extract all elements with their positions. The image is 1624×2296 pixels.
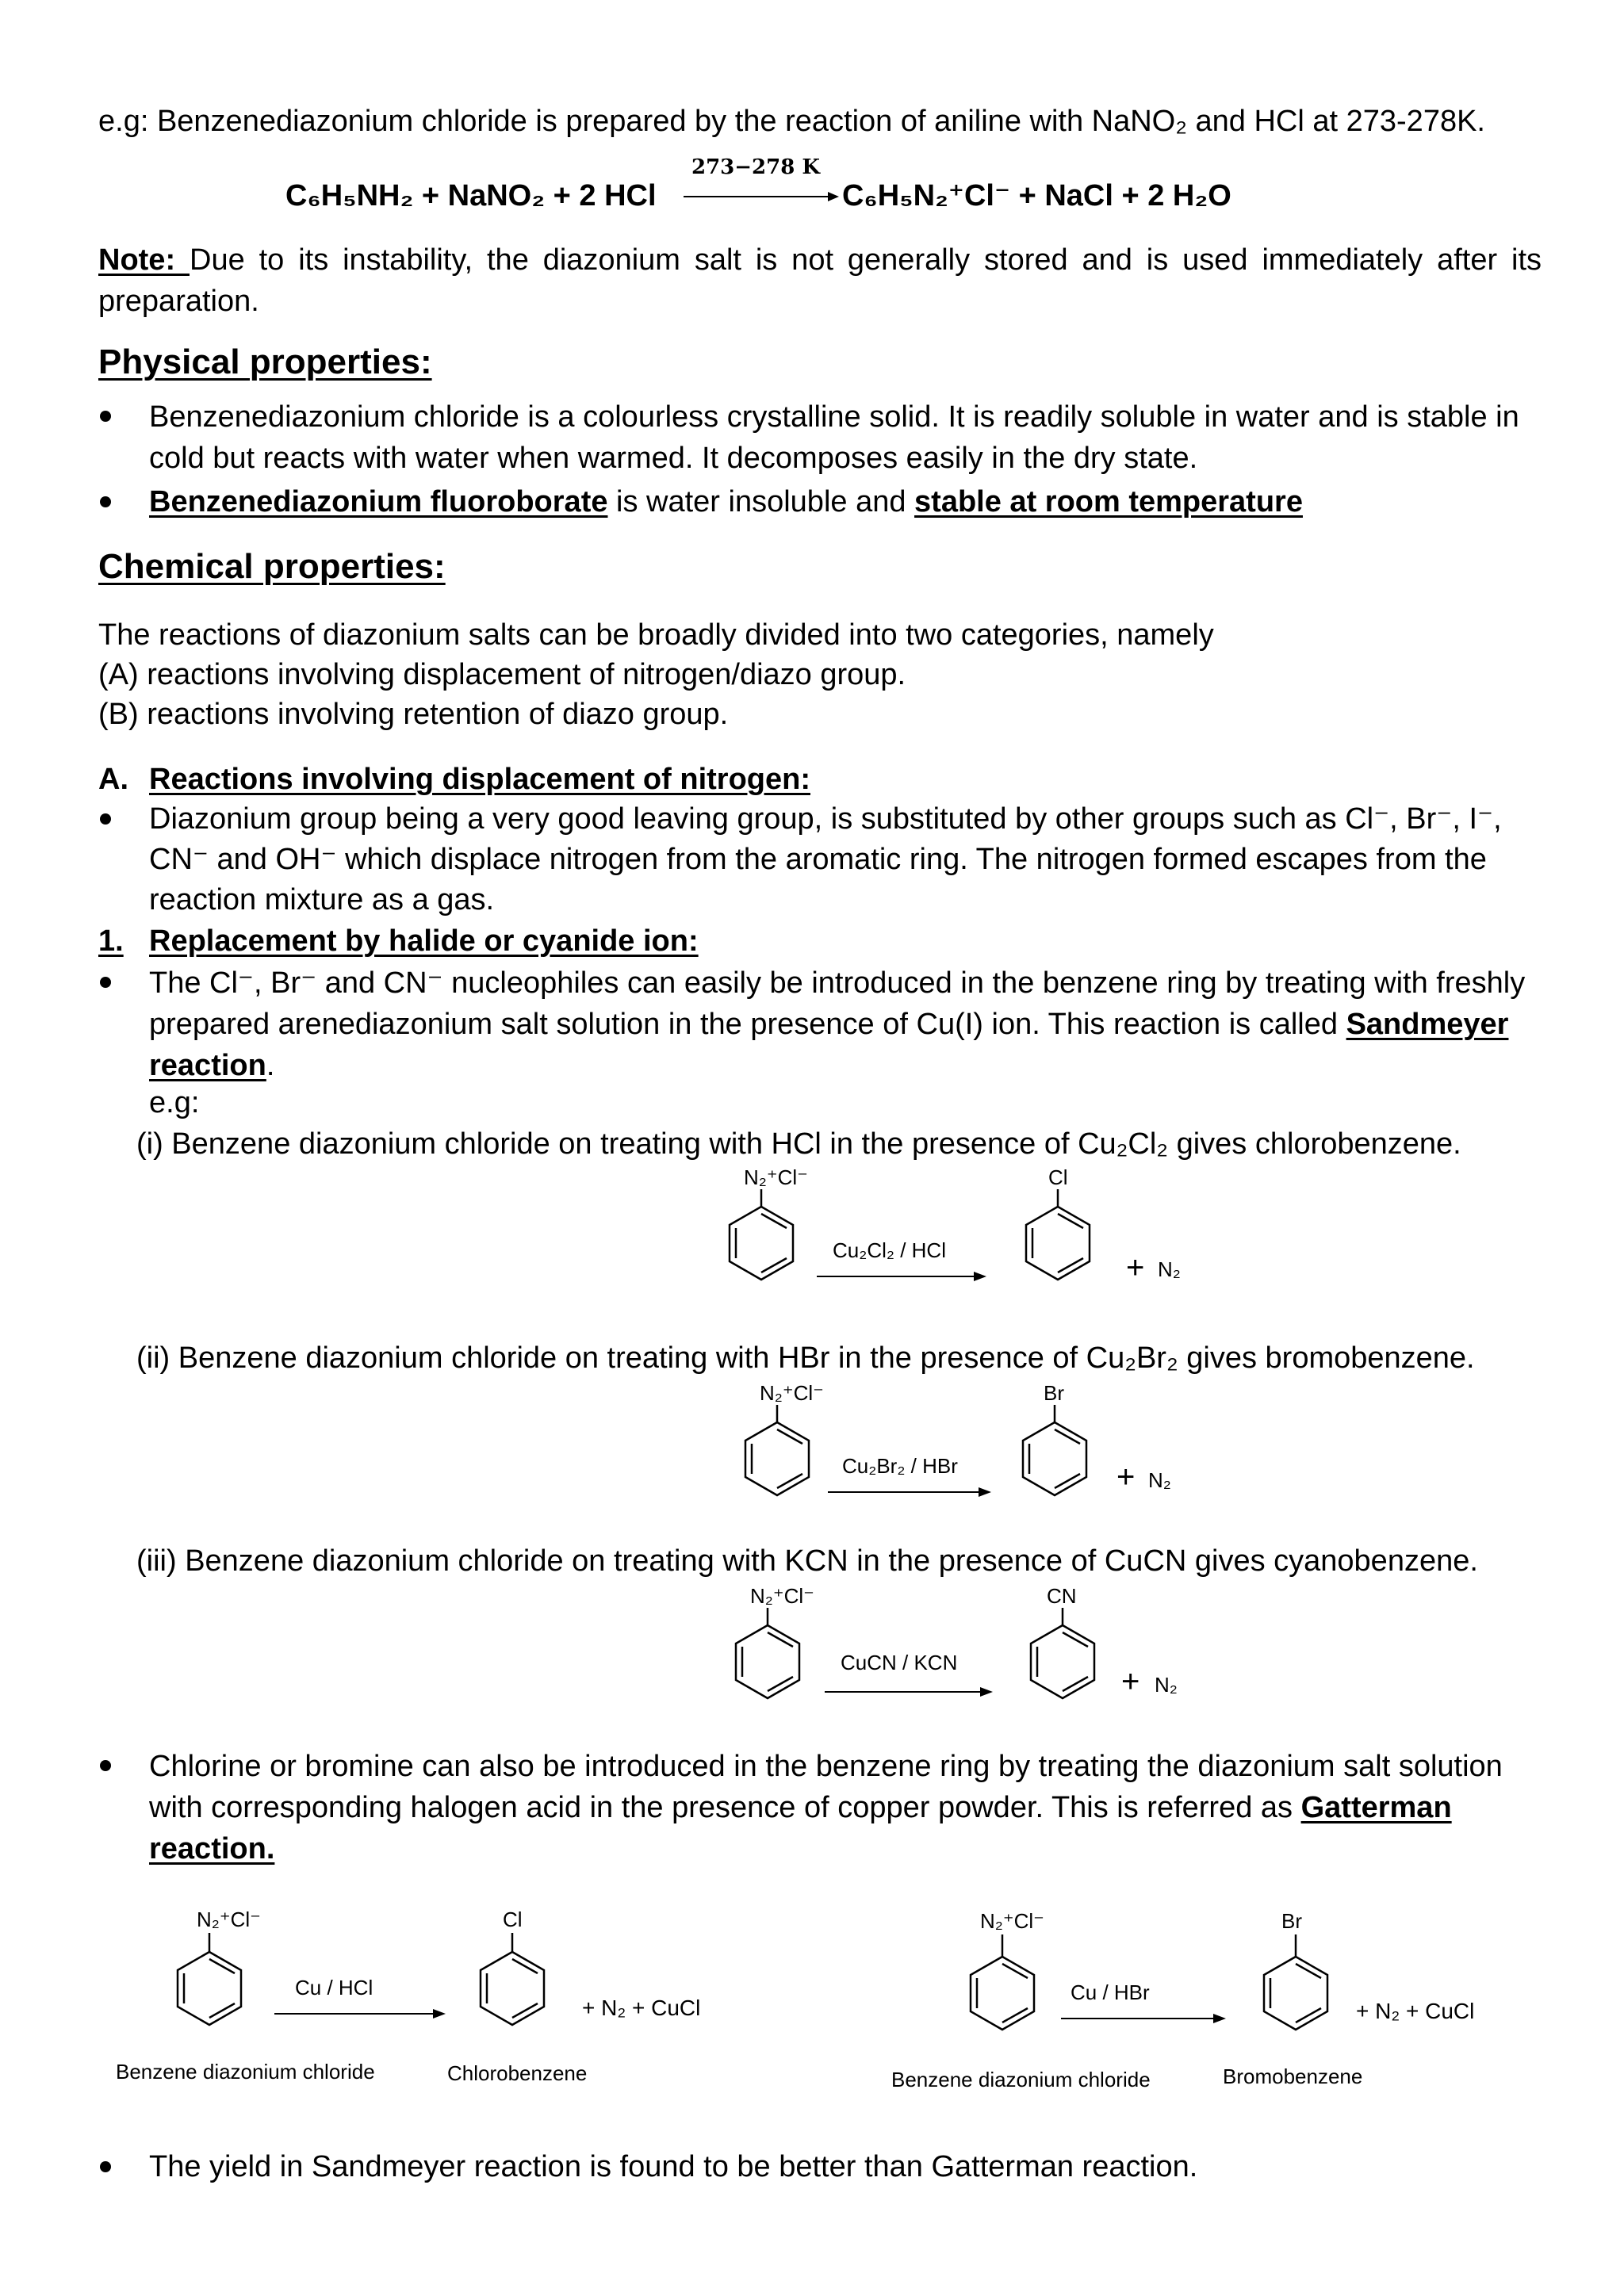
diazonium-label: N₂⁺Cl⁻ (744, 1165, 808, 1189)
gatterman-scheme-chloro (111, 1896, 793, 2103)
gatterman-text: Chlorine or bromine can also be introduced in the benzene ring by treating the diazonium salt solution with corresponding halogen acid in the presence of copper powder. This is referred as (149, 1750, 1503, 1824)
chemical-line-3: (B) reactions involving retention of diazo group. (98, 698, 729, 731)
plus-sign: + (1116, 1460, 1136, 1494)
numbered-1-heading: Replacement by halide or cyanide ion: (149, 924, 699, 958)
bullet-dot (100, 1760, 111, 1771)
reagent-label: Cu / HBr (1071, 1980, 1150, 2004)
plus-sign: + (1121, 1664, 1140, 1699)
plus-sign: + (1126, 1250, 1145, 1285)
fluoroborate-term: Benzenediazonium fluoroborate (149, 485, 608, 519)
last-bullet: The yield in Sandmeyer reaction is found to be better than Gatterman reaction. (149, 2150, 1198, 2183)
physical-bullet-1: Benzenediazonium chloride is a colourless crystalline solid. It is readily soluble in water and is stable in cold but reacts with water when warmed. It decomposes easily in the dry state. (149, 400, 1519, 475)
scheme-3 (688, 1579, 1259, 1762)
fluoroborate-mid: is water insoluble and (607, 485, 915, 519)
benzene-ring-product (481, 1933, 544, 2025)
caption-reactant: Benzene diazonium chloride (891, 2068, 1151, 2091)
sandmeyer-end: . (266, 1049, 275, 1082)
bullet-dot (100, 496, 111, 507)
physical-heading: Physical properties: (98, 342, 432, 381)
numbered-1-label: 1. (98, 924, 124, 958)
benzene-ring-reactant (745, 1405, 809, 1495)
bullet-dot (100, 2161, 111, 2172)
stable-term: stable at room temperature (914, 485, 1303, 519)
equation-right: C₆H₅N₂⁺Cl⁻ + NaCl + 2 H₂O (842, 179, 1231, 212)
product-substituent: Br (1281, 1909, 1302, 1933)
sandmeyer-term: Sandmeyer reaction (149, 1008, 1509, 1082)
product-substituent: Cl (503, 1908, 523, 1931)
benzene-ring-product (1031, 1608, 1094, 1698)
reaction-3-text: (iii) Benzene diazonium chloride on treating with KCN in the presence of CuCN gives cyanobenzene. (136, 1544, 1478, 1578)
benzene-ring-product (1026, 1189, 1090, 1280)
note-label: Note: (98, 243, 190, 277)
diazonium-label: N₂⁺Cl⁻ (980, 1909, 1044, 1933)
diazonium-label: N₂⁺Cl⁻ (760, 1381, 824, 1405)
gatterman-term: Gatterman reaction. (149, 1791, 1452, 1866)
caption-reactant: Benzene diazonium chloride (116, 2060, 375, 2084)
equation-left: C₆H₅NH₂ + NaNO₂ + 2 HCl (285, 179, 657, 212)
reaction-1-text: (i) Benzene diazonium chloride on treating with HCl in the presence of Cu₂Cl₂ gives chlorobenzene. (136, 1127, 1461, 1161)
chemical-heading: Chemical properties: (98, 547, 446, 586)
reagent-label: Cu / HCl (295, 1976, 373, 1999)
caption-product: Chlorobenzene (447, 2061, 588, 2085)
nitrogen-gas: N₂ (1148, 1468, 1171, 1492)
benzene-ring-reactant (736, 1608, 799, 1698)
diazonium-label: N₂⁺Cl⁻ (750, 1584, 814, 1608)
byproducts: + N₂ + CuCl (582, 1996, 701, 2020)
byproducts: + N₂ + CuCl (1356, 1999, 1475, 2023)
bullet-dot (100, 977, 111, 988)
benzene-ring-reactant (971, 1934, 1034, 2030)
reagent-label: Cu₂Br₂ / HBr (842, 1454, 958, 1478)
equation-arrow (682, 187, 841, 206)
product-substituent: Cl (1048, 1165, 1068, 1189)
sandmeyer-bullet (149, 962, 1529, 1086)
gatterman-scheme-bromo (880, 1896, 1578, 2110)
reaction-2-text: (ii) Benzene diazonium chloride on treating with HBr in the presence of Cu₂Br₂ gives bromobenzene. (136, 1341, 1475, 1375)
nitrogen-gas: N₂ (1158, 1257, 1181, 1281)
section-a-bullet: Diazonium group being a very good leaving group, is substituted by other groups such as Cl⁻, Br⁻, I⁻, CN⁻ and OH⁻ which displace nitrogen from the aromatic ring. The nitrogen formed escapes from the reaction mixture as a gas. (149, 802, 1502, 916)
diazonium-label: N₂⁺Cl⁻ (197, 1908, 261, 1931)
nitrogen-gas: N₂ (1155, 1673, 1178, 1697)
product-substituent: CN (1047, 1584, 1077, 1608)
bullet-dot (100, 411, 111, 422)
scheme-2 (698, 1376, 1269, 1559)
reagent-label: CuCN / KCN (841, 1651, 958, 1674)
note-text: Due to its instability, the diazonium salt is not generally stored and is used immediately after its preparation. (98, 243, 1542, 318)
scheme-1 (682, 1161, 1253, 1343)
sandmeyer-text: The Cl⁻, Br⁻ and CN⁻ nucleophiles can easily be introduced in the benzene ring by treating with freshly prepared arenediazonium salt solution in the presence of Cu(I) ion. This reaction is called (149, 966, 1526, 1041)
equation-condition: 273−278 K (691, 155, 820, 179)
bullet-dot (100, 813, 111, 825)
benzene-ring-reactant (178, 1933, 241, 2025)
note-paragraph (98, 239, 1542, 322)
section-a-heading: Reactions involving displacement of nitrogen: (149, 763, 810, 796)
benzene-ring-reactant (730, 1189, 793, 1280)
gatterman-bullet (149, 1746, 1529, 1869)
chemical-line-2: (A) reactions involving displacement of nitrogen/diazo group. (98, 658, 906, 691)
example-text: e.g: Benzenediazonium chloride is prepared by the reaction of aniline with NaNO₂ and HCl at 273-278K. (98, 105, 1485, 138)
reagent-label: Cu₂Cl₂ / HCl (833, 1238, 946, 1262)
section-a-label: A. (98, 763, 128, 796)
physical-bullet-2 (149, 482, 1303, 522)
product-substituent: Br (1044, 1381, 1064, 1405)
caption-product: Bromobenzene (1223, 2064, 1363, 2088)
benzene-ring-product (1023, 1405, 1086, 1495)
benzene-ring-product (1264, 1934, 1327, 2030)
eg-label: e.g: (149, 1086, 200, 1119)
chemical-line-1: The reactions of diazonium salts can be broadly divided into two categories, namely (98, 618, 1214, 652)
